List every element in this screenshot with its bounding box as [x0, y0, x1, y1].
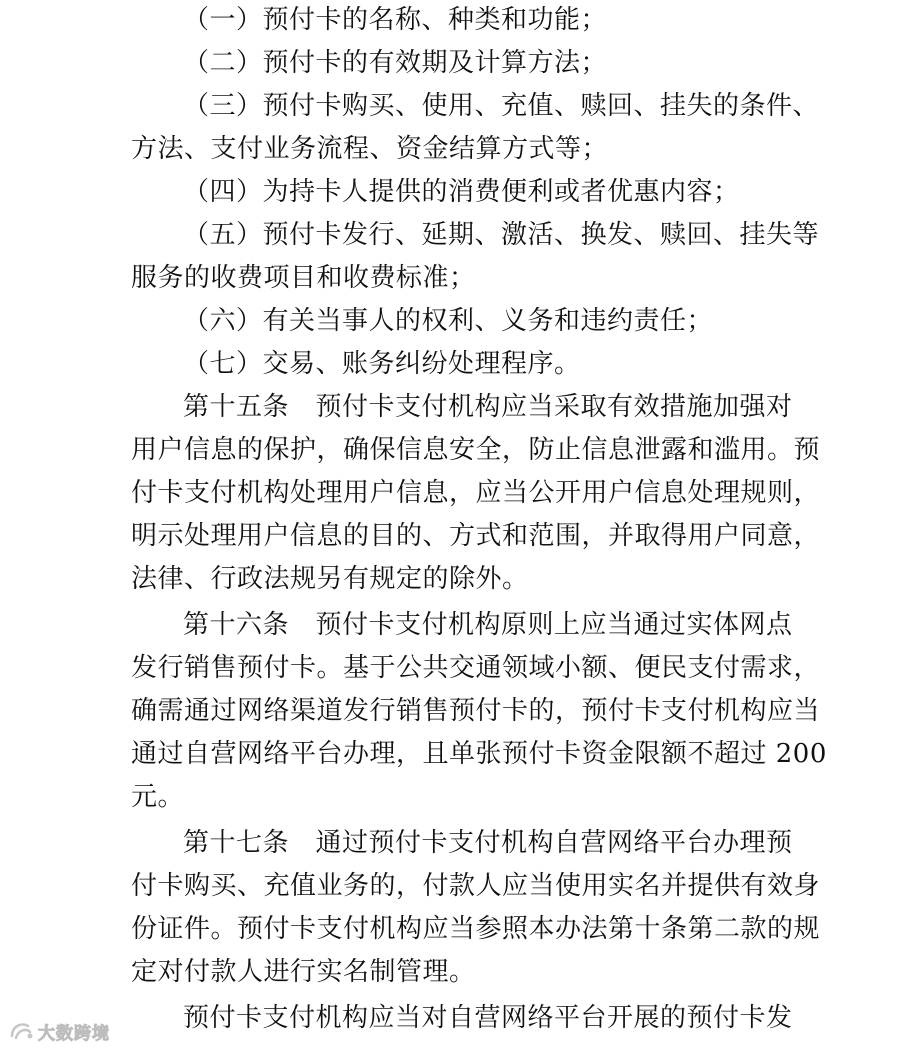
document-line: （二）预付卡的有效期及计算方法； [183, 48, 608, 78]
article-15-line: 第十五条 预付卡支付机构应当采取有效措施加强对 [183, 392, 793, 422]
document-line: 发行销售预付卡。基于公共交通领域小额、便民支付需求， [131, 653, 821, 683]
document-line: 服务的收费项目和收费标准； [131, 263, 476, 293]
document-line: 份证件。预付卡支付机构应当参照本办法第十条第二款的规 [131, 914, 821, 944]
document-line: （四）为持卡人提供的消费便利或者优惠内容； [183, 177, 740, 207]
document-line: 确需通过网络渠道发行销售预付卡的，预付卡支付机构应当 [131, 696, 821, 726]
document-line: （一）预付卡的名称、种类和功能； [183, 5, 608, 35]
document-line: （六）有关当事人的权利、义务和违约责任； [183, 306, 714, 336]
brand-logo-icon [8, 1020, 34, 1042]
document-line: 定对付款人进行实名制管理。 [131, 957, 476, 987]
document-line: 法律、行政法规另有规定的除外。 [131, 564, 529, 594]
watermark-text: 大数跨境 [38, 1023, 110, 1044]
document-line: 通过自营网络平台办理，且单张预付卡资金限额不超过 200 [131, 739, 827, 769]
document-line: （三）预付卡购买、使用、充值、赎回、挂失的条件、 [183, 91, 820, 121]
document-line: （五）预付卡发行、延期、激活、换发、赎回、挂失等 [183, 220, 820, 250]
article-16-line: 第十六条 预付卡支付机构原则上应当通过实体网点 [183, 610, 793, 640]
document-line: 明示处理用户信息的目的、方式和范围，并取得用户同意， [131, 521, 821, 551]
document-line: 付卡支付机构处理用户信息，应当公开用户信息处理规则， [131, 478, 821, 508]
document-line: 元。 [131, 782, 185, 812]
document-line: 预付卡支付机构应当对自营网络平台开展的预付卡发 [183, 1003, 793, 1033]
document-line: 付卡购买、充值业务的，付款人应当使用实名并提供有效身 [131, 871, 821, 901]
article-17-line: 第十七条 通过预付卡支付机构自营网络平台办理预 [183, 828, 793, 858]
document-page [131, 0, 827, 1040]
document-line: 用户信息的保护，确保信息安全，防止信息泄露和滥用。预 [131, 435, 821, 465]
watermark [8, 1018, 110, 1044]
document-line: 方法、支付业务流程、资金结算方式等； [131, 134, 609, 164]
document-line: （七）交易、账务纠纷处理程序。 [183, 349, 581, 379]
